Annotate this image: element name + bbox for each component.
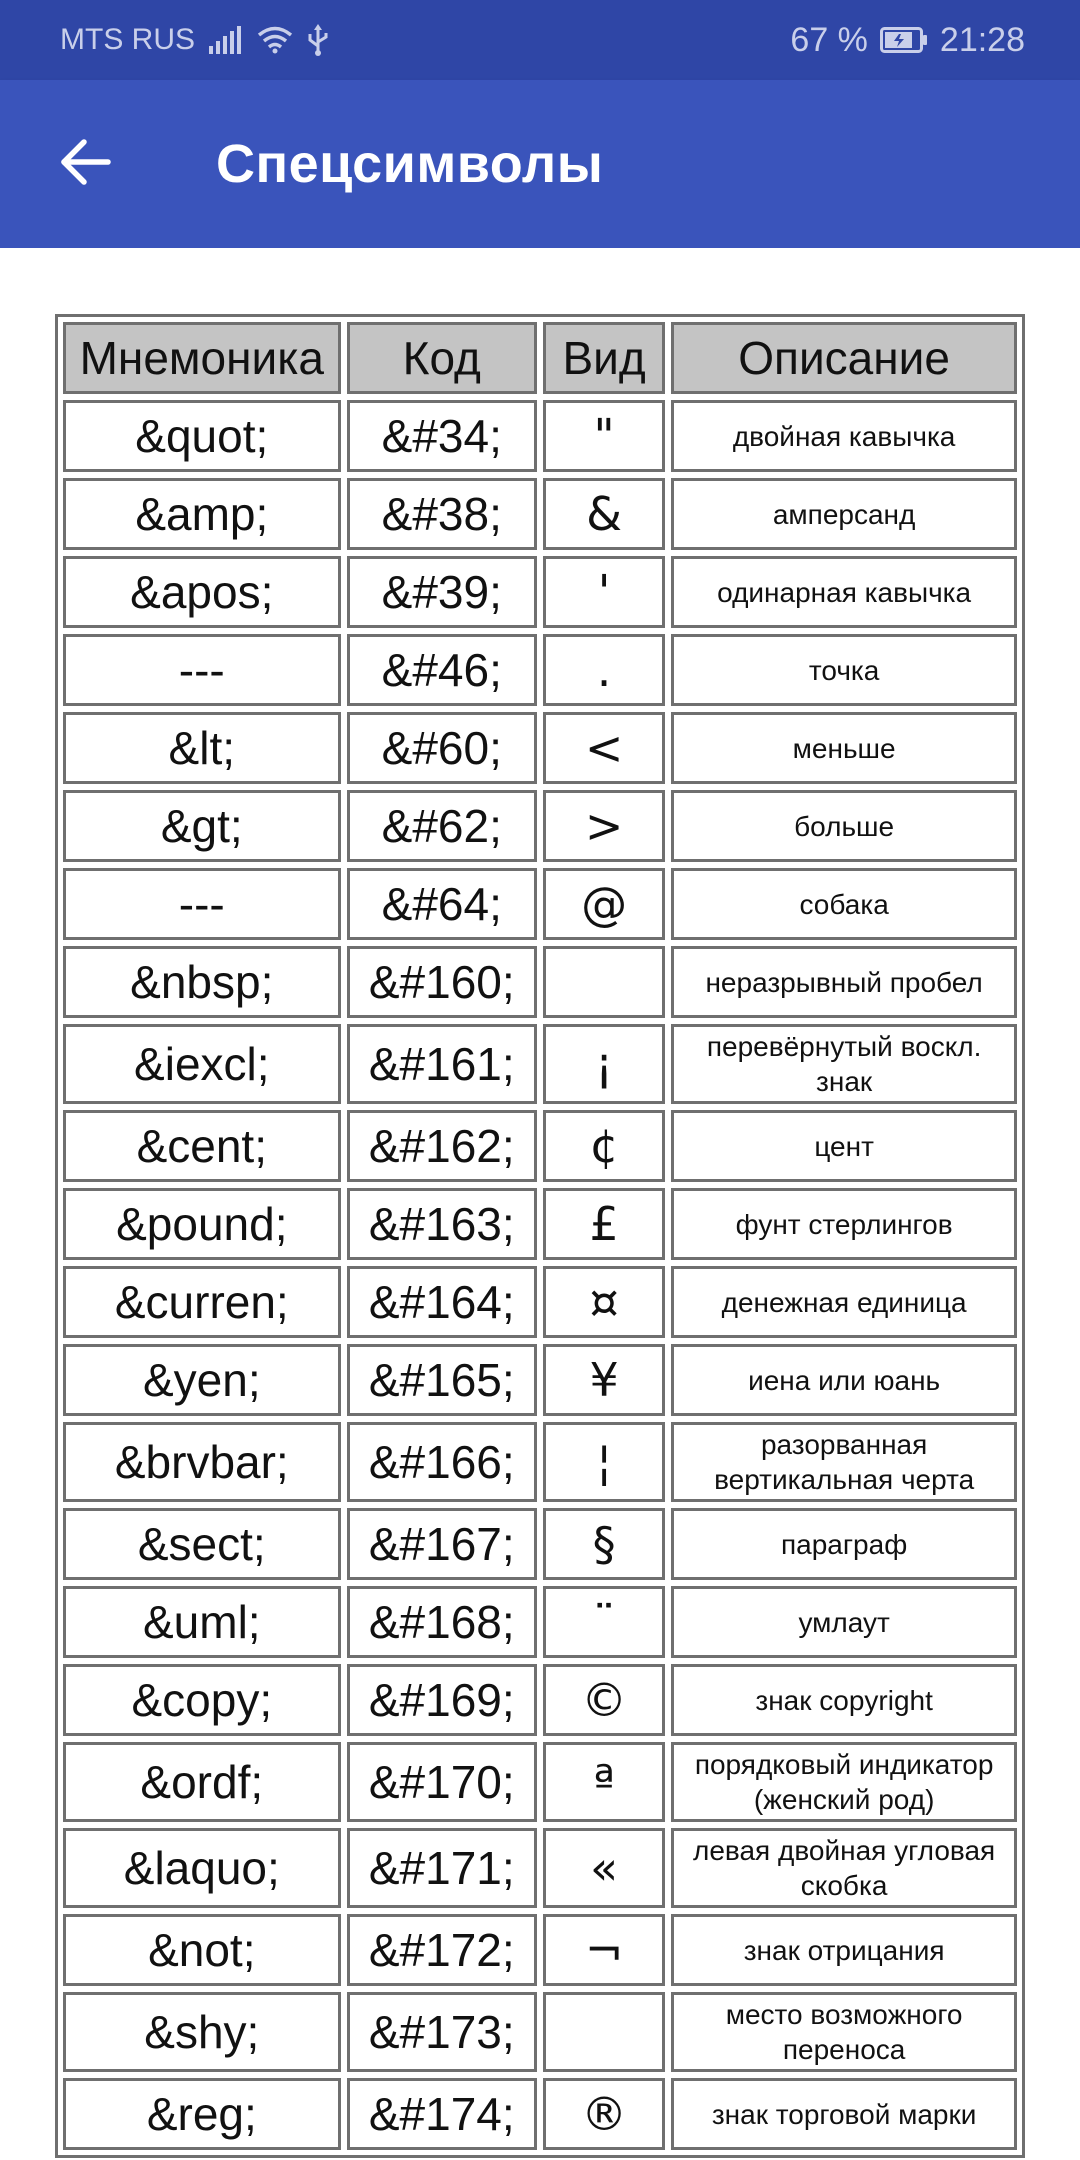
- cell-description: амперсанд: [671, 478, 1017, 550]
- battery-icon: [880, 27, 928, 53]
- page-title: Спецсимволы: [216, 134, 604, 194]
- table-row: [63, 1828, 1017, 1908]
- cell-glyph: ¤: [543, 1266, 665, 1338]
- cell-mnemonic: &sect;: [63, 1508, 341, 1580]
- cell-glyph: ¡: [543, 1024, 665, 1104]
- table-body: [63, 400, 1017, 2150]
- table-row: [63, 1586, 1017, 1658]
- cell-glyph: ¥: [543, 1344, 665, 1416]
- table-row: [63, 400, 1017, 472]
- table-row: [63, 1664, 1017, 1736]
- cell-glyph: ": [543, 400, 665, 472]
- cell-description: умлаут: [671, 1586, 1017, 1658]
- cell-code: &#161;: [347, 1024, 537, 1104]
- cell-description: разорванная вертикальная черта: [671, 1422, 1017, 1502]
- cell-description: фунт стерлингов: [671, 1188, 1017, 1260]
- table-row: [63, 1266, 1017, 1338]
- cell-glyph: ª: [543, 1742, 665, 1822]
- cell-code: &#174;: [347, 2078, 537, 2150]
- cell-mnemonic: &quot;: [63, 400, 341, 472]
- table-row: [63, 2078, 1017, 2150]
- table-row: [63, 556, 1017, 628]
- wifi-icon: [257, 26, 293, 54]
- content-area[interactable]: [0, 248, 1080, 2160]
- cell-mnemonic: &amp;: [63, 478, 341, 550]
- header-mnemonic: Мнемоника: [63, 322, 341, 394]
- table-row: [63, 1742, 1017, 1822]
- table-row: [63, 1992, 1017, 2072]
- status-right: [790, 0, 1025, 80]
- cell-code: &#160;: [347, 946, 537, 1018]
- cell-mnemonic: &brvbar;: [63, 1422, 341, 1502]
- clock: 21:28: [939, 20, 1025, 59]
- cell-description: левая двойная угловая скобка: [671, 1828, 1017, 1908]
- cell-code: &#165;: [347, 1344, 537, 1416]
- cell-glyph: ¢: [543, 1110, 665, 1182]
- cell-glyph: ¦: [543, 1422, 665, 1502]
- cell-mnemonic: &laquo;: [63, 1828, 341, 1908]
- cell-description: параграф: [671, 1508, 1017, 1580]
- cell-code: &#64;: [347, 868, 537, 940]
- table-header-row: [63, 322, 1017, 394]
- table-row: [63, 712, 1017, 784]
- cell-code: &#60;: [347, 712, 537, 784]
- cell-glyph: ®: [543, 2078, 665, 2150]
- cell-description: денежная единица: [671, 1266, 1017, 1338]
- table-row: [63, 1024, 1017, 1104]
- cell-description: иена или юань: [671, 1344, 1017, 1416]
- cell-code: &#168;: [347, 1586, 537, 1658]
- cell-description: больше: [671, 790, 1017, 862]
- cell-mnemonic: &nbsp;: [63, 946, 341, 1018]
- cell-mnemonic: &copy;: [63, 1664, 341, 1736]
- cell-code: &#163;: [347, 1188, 537, 1260]
- cell-mnemonic: &lt;: [63, 712, 341, 784]
- app-bar: [0, 80, 1080, 248]
- cell-mnemonic: &ordf;: [63, 1742, 341, 1822]
- cell-code: &#169;: [347, 1664, 537, 1736]
- cell-mnemonic: ---: [63, 868, 341, 940]
- header-code: Код: [347, 322, 537, 394]
- cell-description: точка: [671, 634, 1017, 706]
- cell-glyph: [543, 1992, 665, 2072]
- cell-mnemonic: &shy;: [63, 1992, 341, 2072]
- table-row: [63, 634, 1017, 706]
- battery-percent: 67 %: [790, 20, 868, 59]
- cell-mnemonic: &gt;: [63, 790, 341, 862]
- entities-table-frame: [55, 314, 1025, 2158]
- cell-glyph: ©: [543, 1664, 665, 1736]
- table-row: [63, 1422, 1017, 1502]
- table-row: [63, 1344, 1017, 1416]
- cell-description: меньше: [671, 712, 1017, 784]
- cell-description: перевёрнутый воскл. знак: [671, 1024, 1017, 1104]
- cell-mnemonic: &apos;: [63, 556, 341, 628]
- carrier-name: MTS RUS: [60, 23, 195, 56]
- status-bar: [0, 0, 1080, 80]
- cell-description: знак copyright: [671, 1664, 1017, 1736]
- cell-code: &#39;: [347, 556, 537, 628]
- table-row: [63, 478, 1017, 550]
- cell-glyph: §: [543, 1508, 665, 1580]
- usb-icon: [307, 24, 329, 56]
- cell-code: &#38;: [347, 478, 537, 550]
- cell-code: &#62;: [347, 790, 537, 862]
- cell-mnemonic: &curren;: [63, 1266, 341, 1338]
- cell-code: &#46;: [347, 634, 537, 706]
- cell-code: &#170;: [347, 1742, 537, 1822]
- cell-glyph: [543, 946, 665, 1018]
- table-row: [63, 1914, 1017, 1986]
- table-row: [63, 1110, 1017, 1182]
- table-row: [63, 790, 1017, 862]
- cell-mnemonic: &not;: [63, 1914, 341, 1986]
- cell-glyph: «: [543, 1828, 665, 1908]
- cell-mnemonic: &iexcl;: [63, 1024, 341, 1104]
- cell-glyph: .: [543, 634, 665, 706]
- cell-mnemonic: &yen;: [63, 1344, 341, 1416]
- cell-description: собака: [671, 868, 1017, 940]
- cell-glyph: >: [543, 790, 665, 862]
- arrow-left-icon: [58, 138, 112, 191]
- cell-code: &#164;: [347, 1266, 537, 1338]
- cell-description: порядковый индикатор (женский род): [671, 1742, 1017, 1822]
- signal-icon: [209, 26, 243, 54]
- cell-glyph: £: [543, 1188, 665, 1260]
- cell-description: цент: [671, 1110, 1017, 1182]
- cell-code: &#162;: [347, 1110, 537, 1182]
- cell-description: знак отрицания: [671, 1914, 1017, 1986]
- cell-mnemonic: &cent;: [63, 1110, 341, 1182]
- cell-code: &#166;: [347, 1422, 537, 1502]
- table-row: [63, 946, 1017, 1018]
- cell-mnemonic: ---: [63, 634, 341, 706]
- cell-code: &#171;: [347, 1828, 537, 1908]
- header-glyph: Вид: [543, 322, 665, 394]
- table-row: [63, 868, 1017, 940]
- cell-mnemonic: &pound;: [63, 1188, 341, 1260]
- header-description: Описание: [671, 322, 1017, 394]
- cell-mnemonic: &reg;: [63, 2078, 341, 2150]
- cell-glyph: <: [543, 712, 665, 784]
- table-row: [63, 1508, 1017, 1580]
- cell-code: &#34;: [347, 400, 537, 472]
- cell-description: место возможного переноса: [671, 1992, 1017, 2072]
- cell-code: &#167;: [347, 1508, 537, 1580]
- entities-table: [57, 316, 1023, 2156]
- table-row: [63, 1188, 1017, 1260]
- cell-mnemonic: &uml;: [63, 1586, 341, 1658]
- cell-glyph: ¨: [543, 1586, 665, 1658]
- cell-description: одинарная кавычка: [671, 556, 1017, 628]
- cell-glyph: ': [543, 556, 665, 628]
- back-button[interactable]: [40, 124, 130, 204]
- cell-glyph: &: [543, 478, 665, 550]
- cell-description: двойная кавычка: [671, 400, 1017, 472]
- cell-glyph: @: [543, 868, 665, 940]
- cell-description: знак торговой марки: [671, 2078, 1017, 2150]
- cell-code: &#173;: [347, 1992, 537, 2072]
- cell-code: &#172;: [347, 1914, 537, 1986]
- status-left: [60, 0, 329, 80]
- cell-description: неразрывный пробел: [671, 946, 1017, 1018]
- cell-glyph: ¬: [543, 1914, 665, 1986]
